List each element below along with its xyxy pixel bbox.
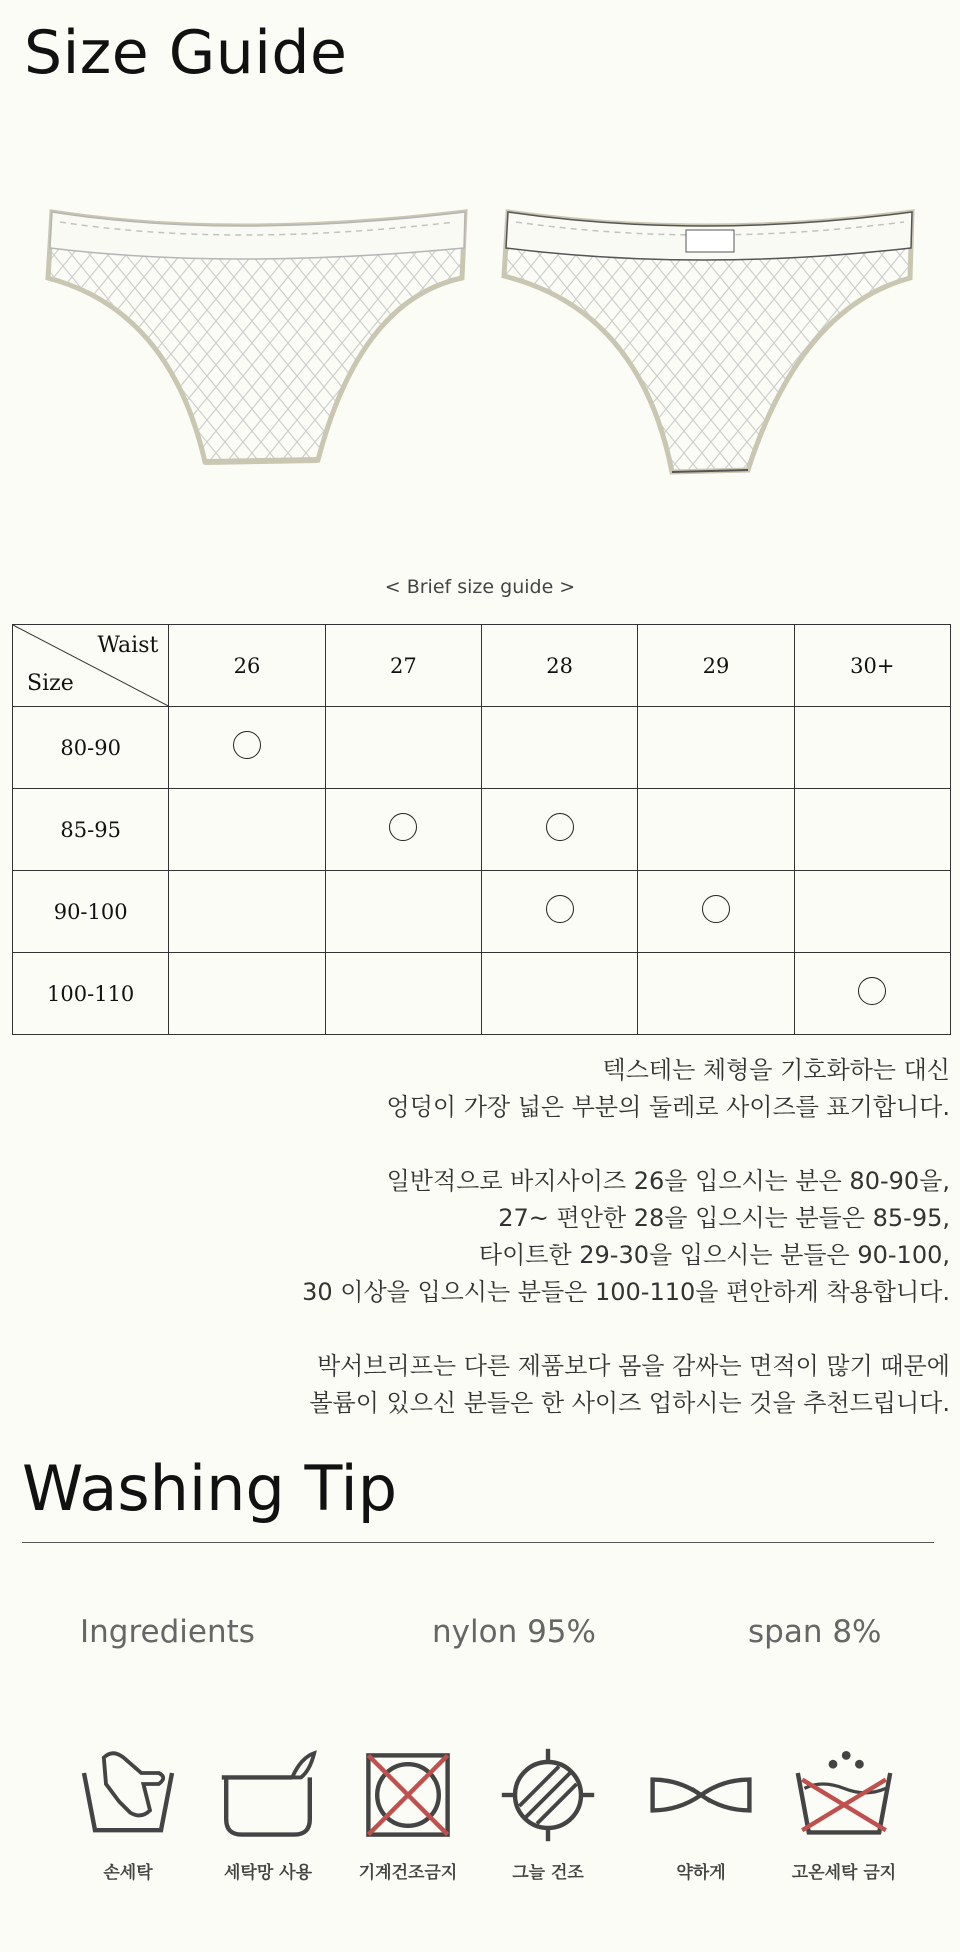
no-hot-wash-icon [789, 1740, 899, 1850]
description-line: 텍스테는 체형을 기호화하는 대신 [602, 1056, 950, 1084]
row-header: 85-95 [13, 789, 169, 871]
description-line: 박서브리프는 다른 제품보다 몸을 감싸는 면적이 많기 때문에 [316, 1352, 950, 1380]
care-label: 그늘 건조 [512, 1863, 584, 1883]
table-cell [169, 707, 325, 789]
table-cell [638, 953, 794, 1035]
table-cell [638, 871, 794, 953]
table-row [13, 789, 951, 871]
table-cell [481, 871, 637, 953]
table-cell [169, 953, 325, 1035]
care-item-no-tumble-dry [338, 1740, 478, 1883]
ingredient-span: span 8% [748, 1614, 882, 1650]
waist-header: Waist [97, 633, 159, 658]
no-tumble-dry-icon [353, 1740, 463, 1850]
row-header: 90-100 [13, 871, 169, 953]
laundry-net-icon [213, 1740, 323, 1850]
table-cell [481, 707, 637, 789]
care-item-no-hot-wash [774, 1740, 914, 1883]
table-cell [481, 789, 637, 871]
size-header: Size [27, 671, 74, 696]
description-line: 30 이상을 입으시는 분들은 100-110을 편안하게 착용합니다. [302, 1278, 950, 1306]
table-cell [325, 707, 481, 789]
washing-tip-title: Washing Tip [22, 1452, 398, 1525]
description-line: 엉덩이 가장 넓은 부분의 둘레로 사이즈를 표기합니다. [386, 1093, 950, 1121]
column-header: 26 [169, 625, 325, 707]
fit-mark-icon [546, 813, 574, 841]
description-line: 타이트한 29-30을 입으시는 분들은 90-100, [478, 1241, 950, 1269]
table-cell [638, 789, 794, 871]
table-cell [794, 953, 950, 1035]
table-cell [325, 953, 481, 1035]
table-cell [794, 789, 950, 871]
table-cell [169, 871, 325, 953]
size-guide-caption: < Brief size guide > [384, 576, 576, 598]
care-item-hand-wash [58, 1740, 198, 1883]
fit-mark-icon [546, 895, 574, 923]
table-cell [638, 707, 794, 789]
column-header: 28 [481, 625, 637, 707]
table-cell [325, 871, 481, 953]
table-row [13, 707, 951, 789]
care-label: 약하게 [676, 1863, 726, 1883]
row-header: 80-90 [13, 707, 169, 789]
care-icons [0, 1740, 960, 1890]
table-cell [325, 789, 481, 871]
section-divider [22, 1542, 934, 1543]
page-title: Size Guide [24, 18, 348, 88]
column-header: 29 [638, 625, 794, 707]
table-row [13, 953, 951, 1035]
product-illustrations [0, 200, 960, 480]
fit-mark-icon [233, 731, 261, 759]
care-item-laundry-net [198, 1740, 338, 1883]
ingredients-label: Ingredients [80, 1614, 255, 1650]
size-table [12, 624, 951, 1035]
description-line: 27~ 편안한 28을 입으시는 분들은 85-95, [498, 1204, 950, 1232]
fit-mark-icon [389, 813, 417, 841]
table-row [13, 871, 951, 953]
column-header: 27 [325, 625, 481, 707]
table-cell [794, 871, 950, 953]
table-corner-header [13, 625, 169, 707]
table-cell [481, 953, 637, 1035]
table-cell [169, 789, 325, 871]
brief-back-image [504, 212, 912, 472]
care-item-wring-gently [631, 1740, 771, 1883]
description-line: 일반적으로 바지사이즈 26을 입으시는 분은 80-90을, [386, 1167, 950, 1195]
row-header: 100-110 [13, 953, 169, 1035]
shade-dry-icon [493, 1740, 603, 1850]
column-header: 30+ [794, 625, 950, 707]
wring-gently-icon [646, 1740, 756, 1850]
hand-wash-icon [73, 1740, 183, 1850]
size-description [302, 1052, 950, 1422]
table-cell [794, 707, 950, 789]
fit-mark-icon [858, 977, 886, 1005]
care-label: 고온세탁 금지 [791, 1863, 897, 1883]
brief-front-image [48, 212, 465, 462]
care-item-shade-dry [478, 1740, 618, 1883]
care-label: 손세탁 [103, 1863, 153, 1883]
care-label: 기계건조금지 [358, 1863, 458, 1883]
care-label: 세탁망 사용 [223, 1863, 313, 1883]
description-line: 볼륨이 있으신 분들은 한 사이즈 업하시는 것을 추천드립니다. [309, 1389, 950, 1417]
ingredient-nylon: nylon 95% [432, 1614, 596, 1650]
fit-mark-icon [702, 895, 730, 923]
